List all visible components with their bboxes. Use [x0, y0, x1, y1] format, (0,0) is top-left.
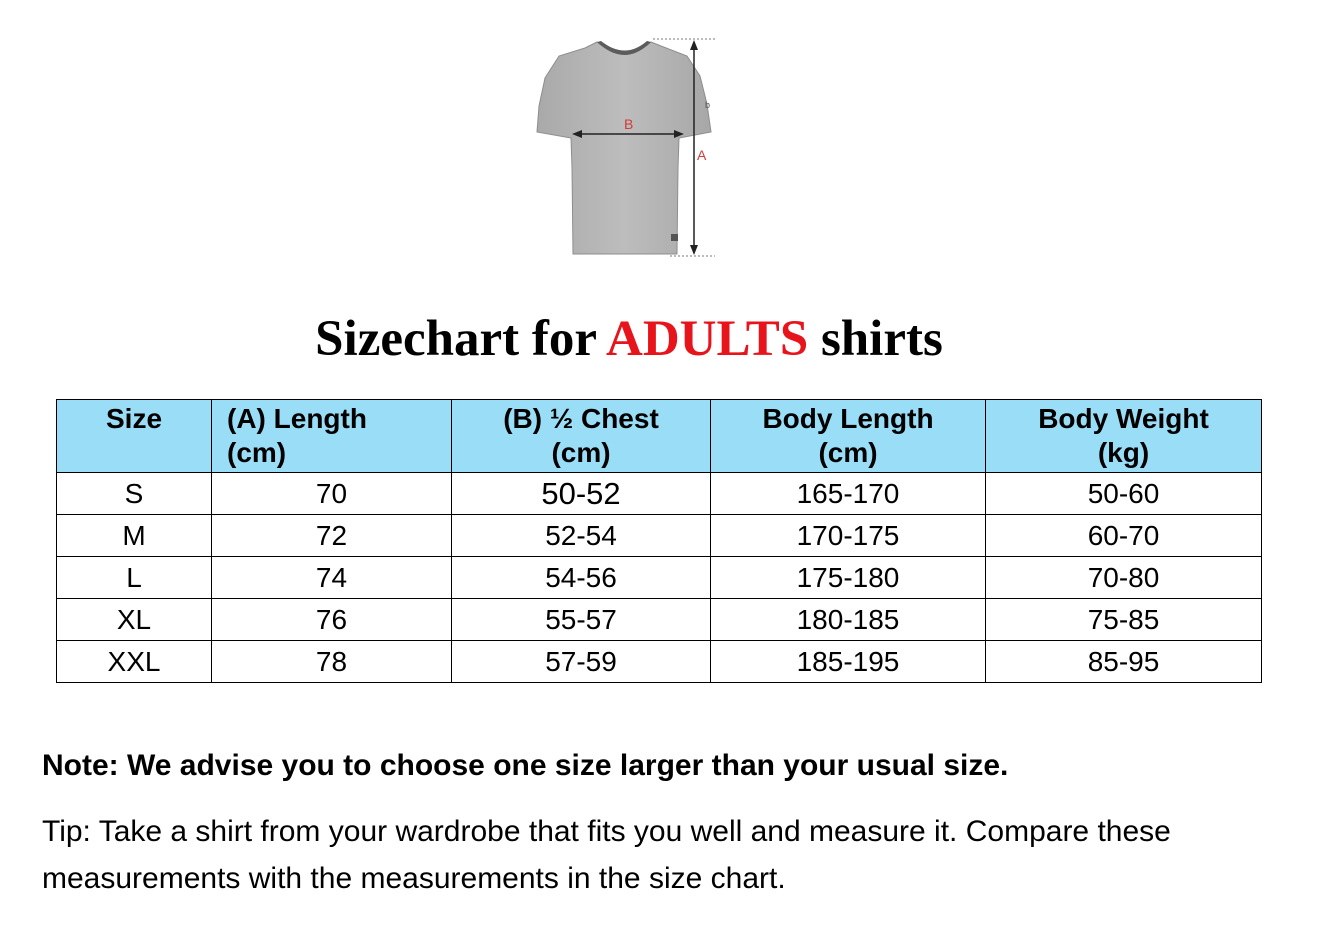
table-header-row [57, 400, 1262, 473]
cell-body-length: 165-170 [711, 473, 986, 515]
cell-size: XL [57, 599, 212, 641]
sleeve-logo-mark: b [705, 100, 711, 110]
cell-half-chest: 50-52 [452, 473, 711, 515]
header-half-chest: (B) ½ Chest (cm) [452, 400, 711, 473]
title-highlight: ADULTS [605, 311, 809, 367]
table-row [57, 641, 1262, 683]
table-row [57, 473, 1262, 515]
length-arrow-head-bottom [690, 245, 698, 255]
cell-half-chest: 54-56 [452, 557, 711, 599]
cell-body-length: 170-175 [711, 515, 986, 557]
cell-size: M [57, 515, 212, 557]
cell-body-weight: 75-85 [986, 599, 1262, 641]
table-row [57, 557, 1262, 599]
title-prefix: Sizechart for [315, 311, 606, 367]
header-size: Size [57, 400, 212, 473]
cell-size: XXL [57, 641, 212, 683]
cell-length: 78 [212, 641, 452, 683]
label-a: A [697, 147, 707, 163]
cell-half-chest: 57-59 [452, 641, 711, 683]
table-row [57, 515, 1262, 557]
shirt-measurement-illustration [525, 28, 735, 268]
cell-half-chest: 55-57 [452, 599, 711, 641]
size-chart-table [56, 399, 1262, 683]
cell-body-weight: 50-60 [986, 473, 1262, 515]
cell-half-chest: 52-54 [452, 515, 711, 557]
label-b: B [624, 116, 634, 132]
shirt-body [537, 42, 711, 254]
cell-length: 74 [212, 557, 452, 599]
title-suffix: shirts [808, 311, 943, 367]
cell-body-length: 185-195 [711, 641, 986, 683]
cell-body-weight: 60-70 [986, 515, 1262, 557]
cell-length: 70 [212, 473, 452, 515]
header-body-weight: Body Weight (kg) [986, 400, 1262, 473]
sizing-note: Note: We advise you to choose one size larger than your usual size. [42, 749, 1009, 782]
header-body-length: Body Length (cm) [711, 400, 986, 473]
cell-length: 76 [212, 599, 452, 641]
shirt-tag-mark [671, 234, 678, 241]
cell-body-weight: 85-95 [986, 641, 1262, 683]
header-length: (A) Length (cm) [212, 400, 452, 473]
length-arrow-head-top [690, 40, 698, 50]
table-row [57, 599, 1262, 641]
page-title [0, 306, 1258, 372]
cell-size: L [57, 557, 212, 599]
cell-body-weight: 70-80 [986, 557, 1262, 599]
cell-body-length: 175-180 [711, 557, 986, 599]
cell-body-length: 180-185 [711, 599, 986, 641]
cell-size: S [57, 473, 212, 515]
measuring-tip: Tip: Take a shirt from your wardrobe that fits you well and measure it. Compare these measurements with the measurements in the size chart. [42, 815, 1171, 895]
cell-length: 72 [212, 515, 452, 557]
